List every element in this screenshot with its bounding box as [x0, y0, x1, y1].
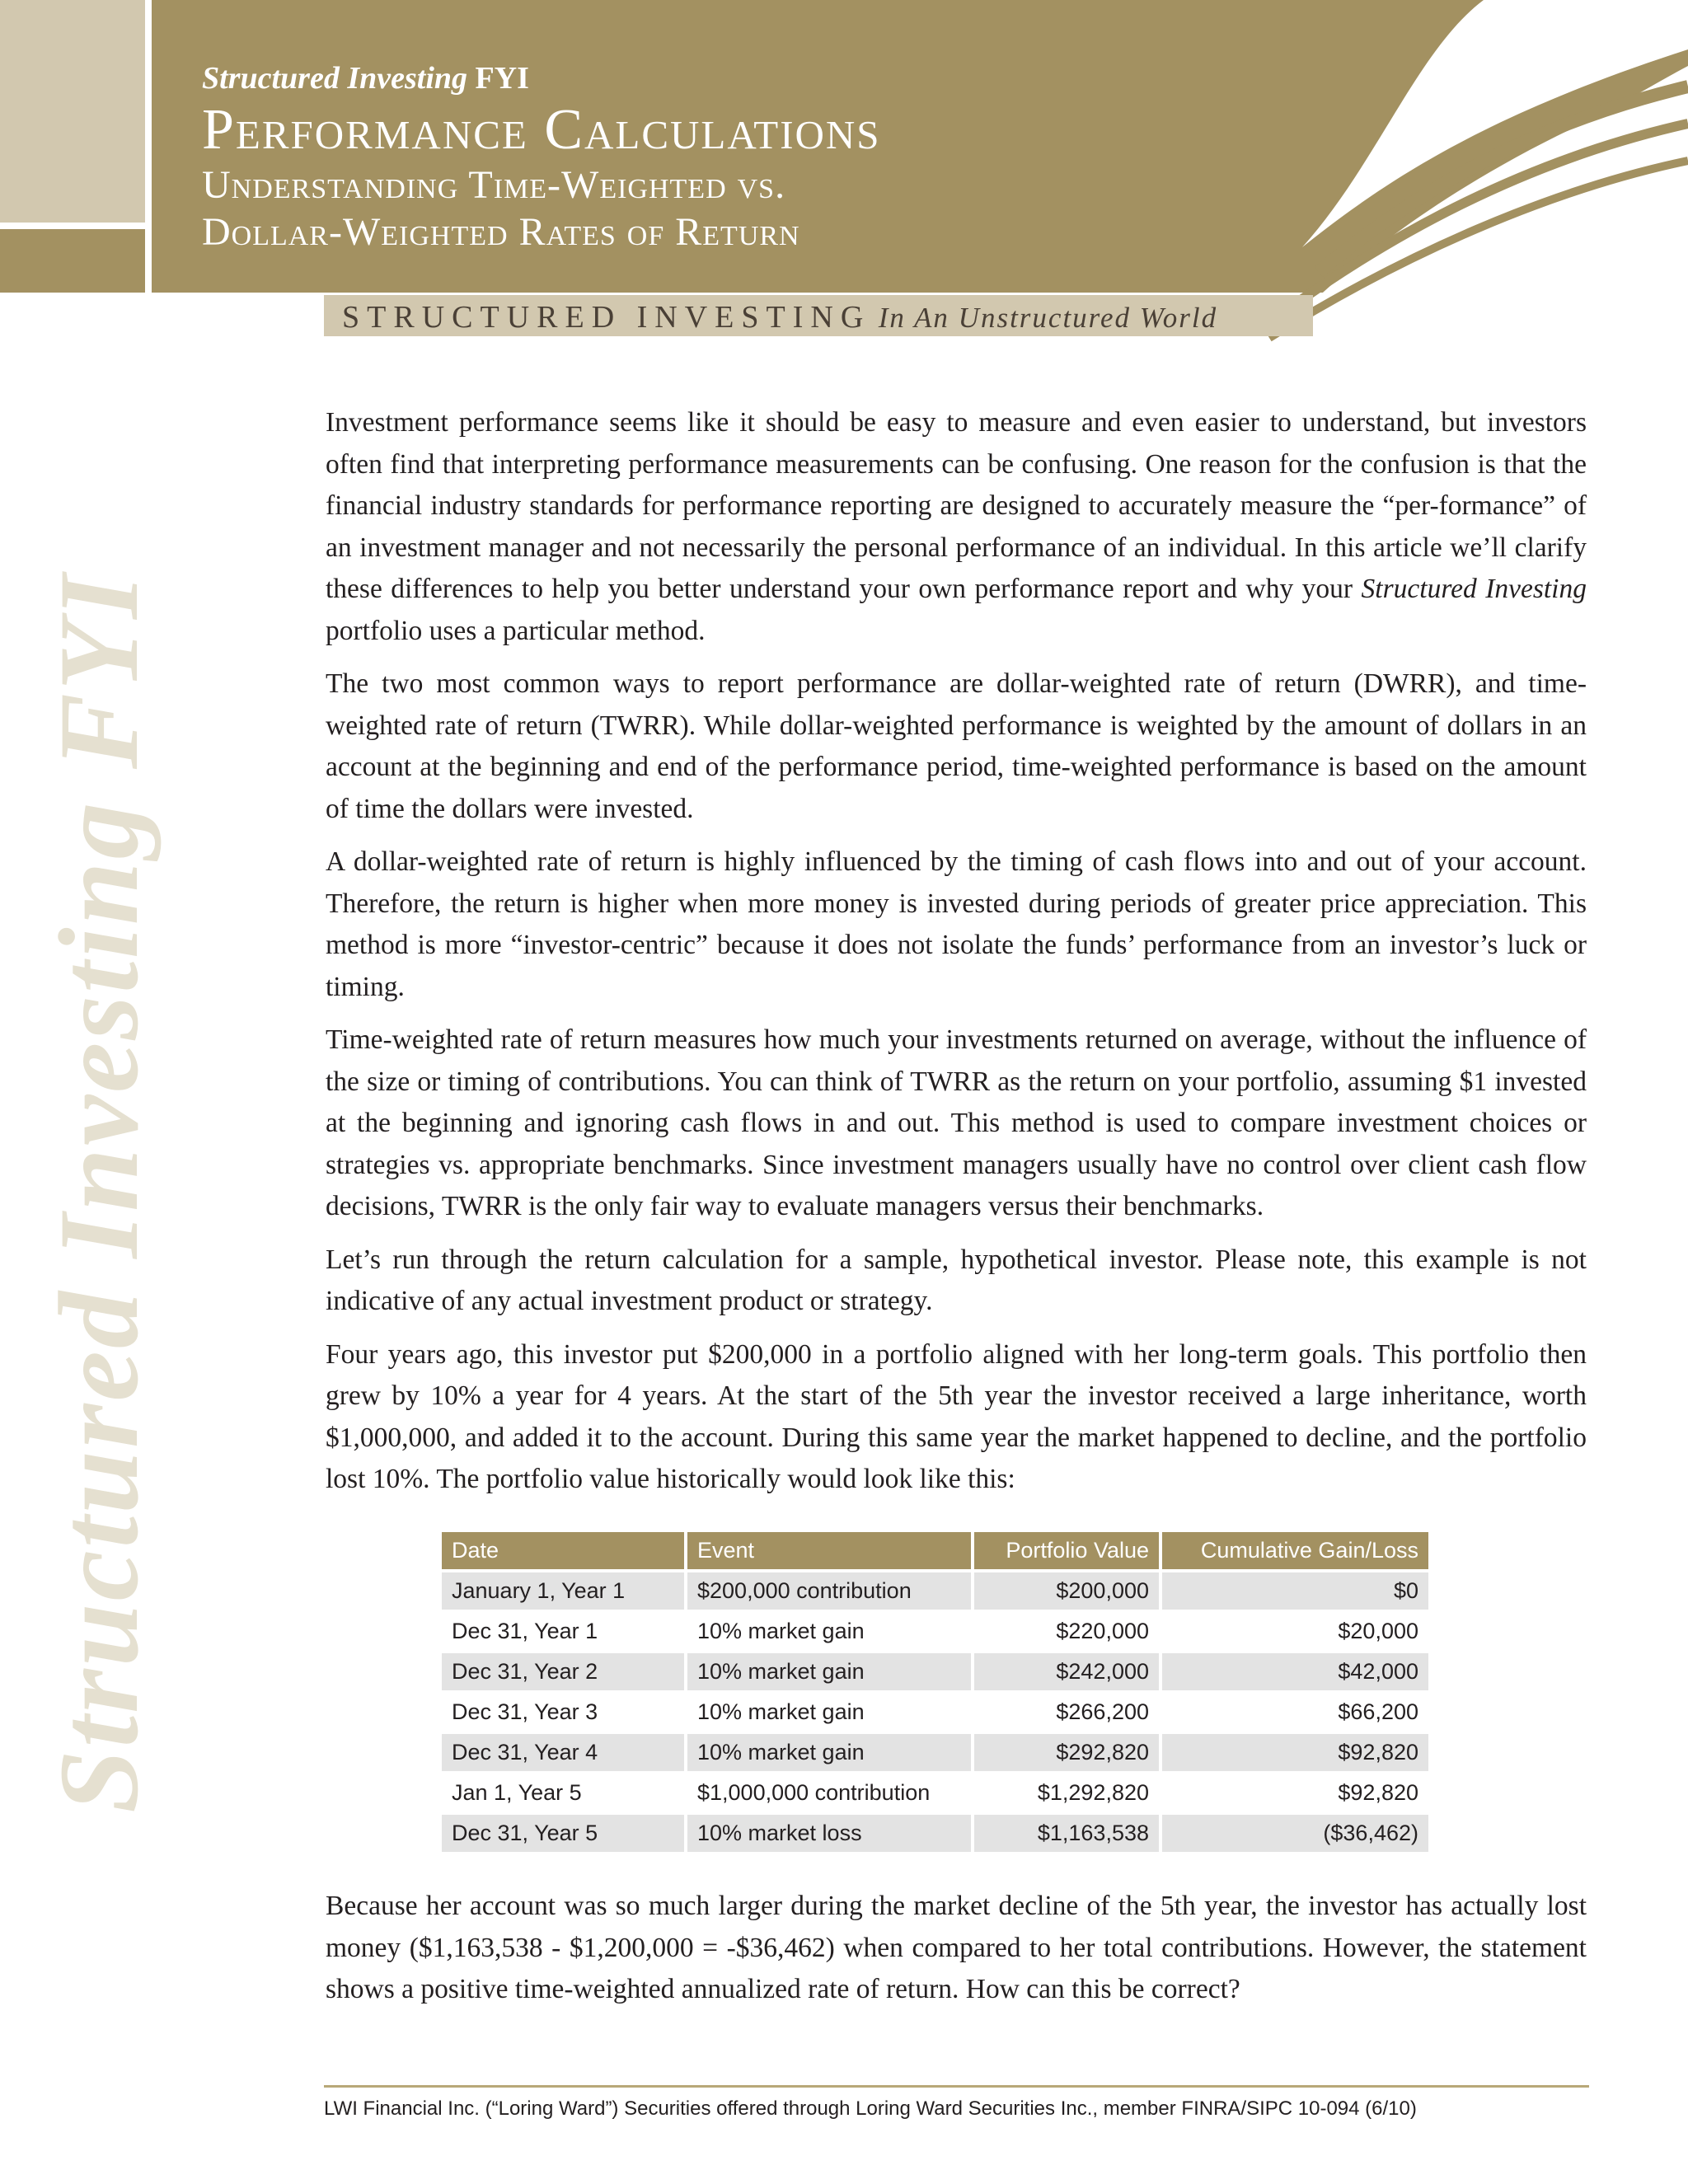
page-title: Performance Calculations: [202, 98, 881, 162]
cell-date: Dec 31, Year 2: [442, 1653, 684, 1690]
series-name: Structured Investing: [202, 61, 468, 96]
cell-date: Dec 31, Year 4: [442, 1734, 684, 1771]
corner-block: [0, 0, 145, 223]
cell-portfolio-value: $1,292,820: [1037, 1780, 1149, 1805]
paragraph-6: Four years ago, this investor put $200,000 in a portfolio aligned with her long-term goals. This portfolio then grew by 10% a year for 4 years. At the start of the 5th year the investor received a large inheritance, worth $1,000,000, and added it to the account. During this same year the market happened to decline, and the portfolio lost 10%. The portfolio value historically would look like this:: [326, 1338, 1587, 1494]
vertical-watermark-title: Structured Investing FYI: [35, 572, 162, 1813]
header-title-block: [202, 59, 881, 255]
cell-event: 10% market gain: [697, 1699, 865, 1724]
corner-divider-horizontal: [0, 223, 145, 229]
cell-portfolio-value: $266,200: [1056, 1699, 1149, 1724]
cell-event: 10% market gain: [687, 1734, 971, 1771]
cell-date: January 1, Year 1: [442, 1572, 684, 1610]
cell-cumulative-gain-loss: $0: [1162, 1572, 1428, 1610]
cell-cumulative-gain-loss: $66,200: [1338, 1699, 1418, 1724]
table-row: [442, 1653, 1428, 1690]
cell-event: 10% market gain: [697, 1619, 865, 1643]
tagline: [342, 297, 1217, 339]
table-row: [442, 1572, 1428, 1610]
subtitle-line-2: Dollar-Weighted Rates of Return: [202, 210, 800, 254]
cell-portfolio-value: $292,820: [974, 1734, 1159, 1771]
column-header-date: Date: [442, 1532, 684, 1569]
cell-cumulative-gain-loss: $92,820: [1162, 1734, 1428, 1771]
paragraph-1-start: Investment performance seems like it should be easy to measure and even easier to understand, but investors often find that interpreting performance measurements can be confusing. One reason for the confusion is that the financial industry standards for performance reporting are designed to accurately measure the “per-formance” of an investment manager and not necessarily the personal performance of an individual. In this article we’ll clarify these differences to help you better understand your own performance report and why your: [326, 407, 1587, 604]
cell-date: Dec 31, Year 3: [452, 1699, 598, 1724]
footer-divider: [324, 2085, 1589, 2088]
paragraph-1-end: portfolio uses a particular method.: [326, 615, 706, 646]
cell-portfolio-value: $200,000: [974, 1572, 1159, 1610]
cell-event: 10% market gain: [687, 1653, 971, 1690]
swoosh-graphic: [1236, 0, 1688, 346]
paragraph-3: A dollar-weighted rate of return is highly influenced by the timing of cash flows into and out of your account. Therefore, the return is higher when more money is invested during periods of greater price appreciation. This method is more “investor-centric” because it does not isolate the funds’ performance from an investor’s luck or timing.: [326, 846, 1587, 1002]
table-row: [442, 1613, 1428, 1650]
cell-portfolio-value: $220,000: [1056, 1619, 1149, 1643]
portfolio-history-table: [438, 1529, 1432, 1855]
table-row: [442, 1694, 1428, 1731]
cell-cumulative-gain-loss: $42,000: [1162, 1653, 1428, 1690]
cell-event: $1,000,000 contribution: [697, 1780, 931, 1805]
table-row: [442, 1734, 1428, 1771]
table-header-row: [442, 1532, 1428, 1569]
cell-date: Dec 31, Year 5: [442, 1815, 684, 1852]
corner-divider-vertical: [145, 0, 152, 293]
paragraph-1: [326, 402, 1587, 652]
table-row: [442, 1815, 1428, 1852]
subtitle-line-1: Understanding Time-Weighted vs.: [202, 163, 786, 207]
cell-portfolio-value: $1,163,538: [974, 1815, 1159, 1852]
cell-event: 10% market loss: [687, 1815, 971, 1852]
cell-date: Dec 31, Year 1: [452, 1619, 598, 1643]
article-body: [326, 402, 1587, 1512]
column-header-portfolio-value: Portfolio Value: [974, 1532, 1159, 1569]
series-label: [202, 59, 881, 97]
cell-date: Jan 1, Year 5: [452, 1780, 582, 1805]
cell-cumulative-gain-loss: $20,000: [1338, 1619, 1418, 1643]
tagline-italic: In An Unstructured World: [878, 302, 1218, 334]
cell-event: $200,000 contribution: [687, 1572, 971, 1610]
paragraph-2: The two most common ways to report performance are dollar-weighted rate of return (DWRR), and time-weighted rate of return (TWRR). While dollar-weighted performance is weighted by the amount of dollars in an account at the beginning and end of the performance period, time-weighted performance is based on the amount of time the dollars were invested.: [326, 668, 1587, 824]
paragraph-1-italic: Structured Investing: [1361, 574, 1587, 604]
column-header-event: Event: [687, 1532, 971, 1569]
closing-paragraph: Because her account was so much larger during the market decline of the 5th year, the investor has actually lost money ($1,163,538 - $1,200,000 = -$36,462) when compared to her total contributions. However, the statement shows a positive time-weighted annualized rate of return. How can this be correct?: [326, 1891, 1587, 2004]
cell-portfolio-value: $242,000: [974, 1653, 1159, 1690]
footer-disclosure: LWI Financial Inc. (“Loring Ward”) Securities offered through Loring Ward Securities Inc., member FINRA/SIPC 10-094 (6/10): [324, 2097, 1417, 2120]
cell-cumulative-gain-loss: ($36,462): [1162, 1815, 1428, 1852]
paragraph-5: Let’s run through the return calculation for a sample, hypothetical investor. Please note, this example is not indicative of any actual investment product or strategy.: [326, 1244, 1587, 1316]
paragraph-4: Time-weighted rate of return measures how much your investments returned on average, without the influence of the size or timing of contributions. You can think of TWRR as the return on your portfolio, assuming $1 invested at the beginning and ignoring cash flows in and out. This method is used to compare investment choices or strategies vs. appropriate benchmarks. Since investment managers usually have no control over client cash flow decisions, TWRR is the only fair way to evaluate managers versus their benchmarks.: [326, 1024, 1587, 1221]
table-row: [442, 1774, 1428, 1811]
closing-paragraph-block: [326, 1886, 1587, 2011]
column-header-cumulative-gain-loss: Cumulative Gain/Loss: [1162, 1532, 1428, 1569]
cell-cumulative-gain-loss: $92,820: [1338, 1780, 1418, 1805]
series-suffix: FYI: [475, 61, 529, 96]
tagline-caps: STRUCTURED INVESTING: [342, 300, 871, 335]
